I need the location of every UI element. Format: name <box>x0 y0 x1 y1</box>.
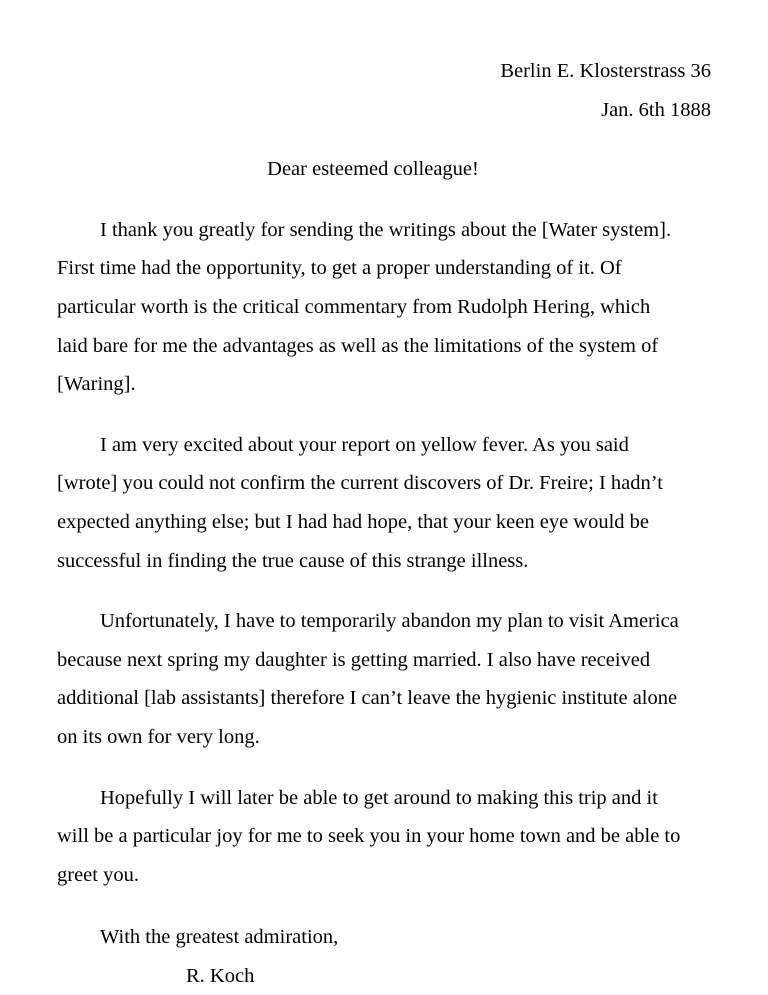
letter-body <box>57 0 711 995</box>
paragraph-line: successful in finding the true cause of this strange illness. <box>57 549 529 572</box>
valediction: With the greatest admiration, <box>100 926 339 949</box>
paragraph-line: particular worth is the critical commentary from Rudolph Hering, which <box>57 295 651 318</box>
sender-address: Berlin E. Klosterstrass 36 <box>500 60 711 82</box>
paragraph-line: Unfortunately, I have to temporarily abandon my plan to visit America <box>100 610 679 633</box>
paragraph-line: [wrote] you could not confirm the current discovers of Dr. Freire; I hadn’t <box>57 472 663 495</box>
salutation: Dear esteemed colleague! <box>267 158 479 181</box>
signature-name: R. Koch <box>186 964 255 987</box>
paragraph-line: greet you. <box>57 863 139 886</box>
paragraph-line: laid bare for me the advantages as well as the limitations of the system of <box>57 334 659 357</box>
paragraph-line: [Waring]. <box>57 373 136 396</box>
paragraph-line: First time had the opportunity, to get a proper understanding of it. Of <box>57 257 622 280</box>
closing-block <box>57 918 711 995</box>
paragraph-4 <box>57 779 711 895</box>
paragraph-line: on its own for very long. <box>57 725 260 748</box>
paragraph-line: will be a particular joy for me to seek you in your home town and be able to <box>57 825 681 848</box>
letterhead <box>57 52 711 129</box>
paragraph-line: I thank you greatly for sending the writings about the [Water system]. <box>100 218 672 241</box>
paragraph-1 <box>57 211 711 404</box>
paragraph-line: I am very excited about your report on yellow fever. As you said <box>100 433 629 456</box>
paragraph-line: Hopefully I will later be able to get around to making this trip and it <box>100 786 658 809</box>
paragraph-line: expected anything else; but I had had hope, that your keen eye would be <box>57 510 650 533</box>
paragraph-3 <box>57 602 711 756</box>
paragraph-2 <box>57 426 711 580</box>
paragraph-line: additional [lab assistants] therefore I can’t leave the hygienic institute alone <box>57 687 678 710</box>
letter-date: Jan. 6th 1888 <box>601 98 711 121</box>
paragraph-line: because next spring my daughter is getting married. I also have received <box>57 648 651 671</box>
